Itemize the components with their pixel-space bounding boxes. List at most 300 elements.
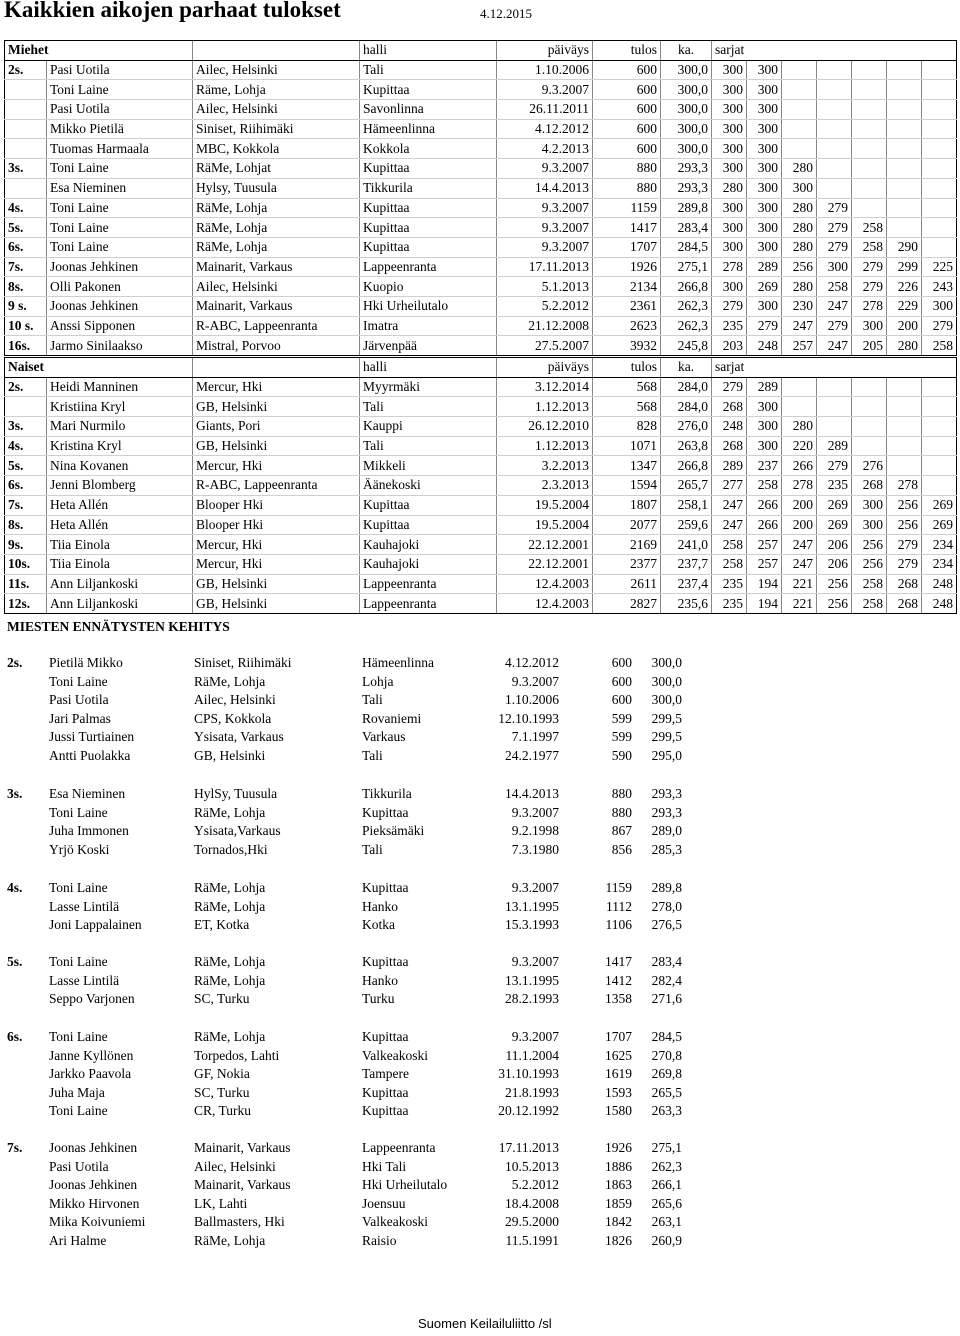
club: ET, Kotka [194, 917, 250, 933]
game-7 [922, 139, 957, 159]
table-row [5, 515, 957, 535]
player-name: Tiia Einola [47, 535, 193, 555]
hall: Rovaniemi [362, 710, 422, 726]
club: Torpedos, Lahti [194, 1047, 280, 1063]
player-name: Joonas Jehkinen [47, 296, 193, 316]
game-6 [887, 178, 922, 198]
total: 1594 [593, 476, 661, 496]
total: 600 [593, 80, 661, 100]
game-7: 300 [922, 296, 957, 316]
rank: 2s. [5, 377, 47, 397]
game-2: 257 [747, 554, 782, 574]
table-row [5, 436, 957, 456]
game-3: 230 [782, 296, 817, 316]
player-name: Jenni Blomberg [47, 476, 193, 496]
club: RäMe, Lohjat [193, 159, 360, 179]
game-5 [852, 377, 887, 397]
average: 265,6 [651, 1195, 682, 1211]
hall: Tali [362, 841, 383, 857]
club: Ailec, Helsinki [193, 100, 360, 120]
average: 289,8 [651, 880, 682, 895]
average: 237,4 [661, 574, 712, 594]
player-name: Antti Puolakka [49, 747, 131, 763]
col-header-games: sarjat [712, 41, 957, 61]
club: GB, Helsinki [193, 436, 360, 456]
rank [5, 100, 47, 120]
date: 5.2.2012 [511, 1177, 559, 1193]
average: 284,0 [661, 397, 712, 417]
game-4 [817, 417, 852, 437]
total: 2623 [593, 316, 661, 336]
game-3: 280 [782, 159, 817, 179]
hall: Kupittaa [360, 218, 497, 238]
game-1: 289 [712, 456, 747, 476]
player-name: Toni Laine [49, 1029, 108, 1044]
player-name: Kristiina Kryl [47, 397, 193, 417]
date: 12.10.1993 [498, 710, 559, 726]
game-2: 289 [747, 377, 782, 397]
hall: Lohja [362, 673, 394, 689]
game-4: 258 [817, 277, 852, 297]
total: 1842 [605, 1214, 632, 1230]
player-name: Tiia Einola [47, 554, 193, 574]
game-1: 278 [712, 257, 747, 277]
club: RäMe, Lohja [194, 972, 266, 988]
game-3 [782, 397, 817, 417]
game-2: 300 [747, 60, 782, 80]
game-6: 279 [887, 554, 922, 574]
player-name: Joonas Jehkinen [49, 1140, 138, 1155]
total: 1159 [593, 198, 661, 218]
game-2: 248 [747, 336, 782, 356]
average: 300,0 [661, 80, 712, 100]
rank: 2s. [5, 60, 47, 80]
club: Hylsy, Tuusula [193, 178, 360, 198]
date: 13.1.1995 [505, 972, 559, 988]
average: 260,9 [651, 1232, 682, 1248]
total: 1106 [605, 917, 632, 933]
table-row [5, 417, 957, 437]
date: 19.5.2004 [497, 515, 593, 535]
game-6: 278 [887, 476, 922, 496]
total: 1625 [605, 1047, 632, 1063]
hall: Tali [360, 60, 497, 80]
average: 266,8 [661, 277, 712, 297]
game-5: 258 [852, 237, 887, 257]
table-row [5, 495, 957, 515]
game-3: 200 [782, 515, 817, 535]
date: 21.12.2008 [497, 316, 593, 336]
game-3: 247 [782, 316, 817, 336]
game-7 [922, 476, 957, 496]
club: Siniset, Riihimäki [194, 655, 292, 670]
total: 599 [611, 710, 632, 726]
table-row [5, 218, 957, 238]
game-2: 194 [747, 574, 782, 594]
game-7: 269 [922, 515, 957, 535]
date: 2.3.2013 [497, 476, 593, 496]
club: Mainarit, Varkaus [194, 1177, 291, 1193]
total: 568 [593, 377, 661, 397]
total: 1863 [605, 1177, 632, 1193]
club: Ysisata, Varkaus [194, 729, 284, 745]
club: R-ABC, Lappeenranta [193, 476, 360, 496]
rank [5, 80, 47, 100]
player-name: Toni Laine [49, 804, 108, 820]
date: 9.3.2007 [497, 159, 593, 179]
col-header-halli: halli [360, 358, 497, 378]
hall: Kuopio [360, 277, 497, 297]
game-3: 266 [782, 456, 817, 476]
hall: Pieksämäki [362, 823, 425, 839]
game-2: 300 [747, 436, 782, 456]
hall: Hki Tali [362, 1158, 407, 1174]
game-2: 258 [747, 476, 782, 496]
club: Ysisata,Varkaus [194, 823, 281, 839]
date: 5.2.2012 [497, 296, 593, 316]
date: 26.11.2011 [497, 100, 593, 120]
rank: 6s. [5, 237, 47, 257]
game-4: 269 [817, 515, 852, 535]
game-6 [887, 198, 922, 218]
rank: 5s. [5, 456, 47, 476]
player-name: Pasi Uotila [47, 60, 193, 80]
game-7 [922, 397, 957, 417]
game-5 [852, 159, 887, 179]
average: 293,3 [651, 786, 682, 801]
rank [5, 119, 47, 139]
total: 880 [611, 786, 632, 801]
hall: Mikkeli [360, 456, 497, 476]
game-3 [782, 80, 817, 100]
total: 600 [611, 692, 632, 708]
hall: Tali [362, 692, 383, 708]
player-name: Yrjö Koski [49, 841, 110, 857]
club: Mainarit, Varkaus [193, 257, 360, 277]
table-row [5, 139, 957, 159]
average: 276,0 [661, 417, 712, 437]
game-3: 221 [782, 574, 817, 594]
table-row [5, 60, 957, 80]
club: Räme, Lohja [193, 80, 360, 100]
hall: Lappeenranta [360, 574, 497, 594]
player-name: Joni Lappalainen [49, 917, 142, 933]
game-1: 258 [712, 535, 747, 555]
game-5: 278 [852, 296, 887, 316]
hall: Kotka [362, 917, 395, 933]
date: 1.10.2006 [505, 692, 559, 708]
game-2: 289 [747, 257, 782, 277]
club: Siniset, Riihimäki [193, 119, 360, 139]
average: 262,3 [661, 296, 712, 316]
total: 1593 [605, 1084, 632, 1100]
club: Mercur, Hki [193, 535, 360, 555]
section-heading: Miehet [5, 41, 193, 61]
game-1: 300 [712, 100, 747, 120]
game-5 [852, 60, 887, 80]
game-3 [782, 60, 817, 80]
game-1: 300 [712, 60, 747, 80]
game-4 [817, 100, 852, 120]
total: 1412 [605, 972, 632, 988]
date: 7.3.1980 [511, 841, 559, 857]
page-date: 4.12.2015 [480, 6, 532, 21]
total: 1358 [605, 991, 632, 1007]
club: GB, Helsinki [193, 594, 360, 614]
club: RäMe, Lohja [194, 673, 266, 689]
club: Mistral, Porvoo [193, 336, 360, 356]
club: Ailec, Helsinki [193, 60, 360, 80]
club: Ailec, Helsinki [193, 277, 360, 297]
game-1: 279 [712, 377, 747, 397]
player-name: Anssi Sipponen [47, 316, 193, 336]
development-title: MIESTEN ENNÄTYSTEN KEHITYS [7, 619, 230, 634]
col-header-club [193, 358, 360, 378]
game-6 [887, 436, 922, 456]
game-4 [817, 80, 852, 100]
game-7: 234 [922, 535, 957, 555]
player-name: Lasse Lintilä [49, 972, 120, 988]
game-7 [922, 377, 957, 397]
date: 20.12.1992 [498, 1103, 559, 1119]
game-7: 258 [922, 336, 957, 356]
game-3: 280 [782, 277, 817, 297]
game-5: 205 [852, 336, 887, 356]
game-1: 300 [712, 198, 747, 218]
col-header-average: ka. [661, 41, 712, 61]
player-name: Seppo Varjonen [49, 991, 135, 1007]
club: Giants, Pori [193, 417, 360, 437]
hall: Kupittaa [362, 1084, 409, 1100]
player-name: Joonas Jehkinen [49, 1177, 138, 1193]
player-name: Toni Laine [47, 80, 193, 100]
date: 1.12.2013 [497, 397, 593, 417]
average: 300,0 [661, 139, 712, 159]
game-4 [817, 377, 852, 397]
women-results-table [4, 357, 957, 614]
club: RäMe, Lohja [194, 954, 266, 969]
player-name: Mari Nurmilo [47, 417, 193, 437]
col-header-club [193, 41, 360, 61]
player-name: Esa Nieminen [49, 786, 126, 801]
page-title: Kaikkien aikojen parhaat tulokset [4, 0, 341, 22]
average: 300,0 [661, 119, 712, 139]
game-2: 269 [747, 277, 782, 297]
hall: Lappeenranta [362, 1140, 436, 1155]
game-5 [852, 100, 887, 120]
game-4: 289 [817, 436, 852, 456]
game-7 [922, 237, 957, 257]
game-1: 300 [712, 159, 747, 179]
game-2: 300 [747, 218, 782, 238]
total: 1159 [605, 880, 632, 895]
rank: 5s. [7, 954, 23, 969]
game-4: 256 [817, 594, 852, 614]
date: 21.8.1993 [505, 1084, 559, 1100]
col-header-score: tulos [593, 358, 661, 378]
rank: 2s. [7, 655, 23, 670]
club: Mercur, Hki [193, 554, 360, 574]
club: Mainarit, Varkaus [194, 1140, 291, 1155]
rank: 9s. [5, 535, 47, 555]
date: 9.3.2007 [497, 198, 593, 218]
club: CPS, Kokkola [194, 710, 272, 726]
game-3: 221 [782, 594, 817, 614]
game-3 [782, 100, 817, 120]
game-1: 268 [712, 397, 747, 417]
average: 299,5 [651, 729, 682, 745]
total: 867 [611, 823, 632, 839]
club: Ailec, Helsinki [194, 692, 276, 708]
date: 5.1.2013 [497, 277, 593, 297]
hall: Kupittaa [360, 495, 497, 515]
player-name: Tuomas Harmaala [47, 139, 193, 159]
total: 1619 [605, 1066, 632, 1082]
game-4: 206 [817, 554, 852, 574]
game-2: 300 [747, 80, 782, 100]
game-6: 200 [887, 316, 922, 336]
club: MBC, Kokkola [193, 139, 360, 159]
date: 9.3.2007 [511, 954, 559, 969]
player-name: Toni Laine [47, 237, 193, 257]
hall: Valkeakoski [362, 1214, 428, 1230]
game-2: 266 [747, 515, 782, 535]
game-4: 279 [817, 218, 852, 238]
date: 18.4.2008 [505, 1195, 559, 1211]
game-6 [887, 377, 922, 397]
rank: 10 s. [5, 316, 47, 336]
game-6 [887, 80, 922, 100]
total: 1417 [593, 218, 661, 238]
rank: 8s. [5, 277, 47, 297]
player-name: Pasi Uotila [47, 100, 193, 120]
table-row [5, 377, 957, 397]
club: Ailec, Helsinki [194, 1158, 276, 1174]
total: 1707 [593, 237, 661, 257]
game-6: 256 [887, 515, 922, 535]
game-6 [887, 397, 922, 417]
game-6: 290 [887, 237, 922, 257]
rank [5, 139, 47, 159]
average: 271,6 [651, 991, 682, 1007]
total: 880 [611, 804, 632, 820]
game-6: 268 [887, 574, 922, 594]
hall: Valkeakoski [362, 1047, 428, 1063]
date: 11.5.1991 [505, 1232, 559, 1248]
average: 275,1 [651, 1140, 682, 1155]
table-row [5, 257, 957, 277]
table-row [5, 178, 957, 198]
game-4: 247 [817, 296, 852, 316]
club: RäMe, Lohja [194, 880, 266, 895]
game-1: 247 [712, 495, 747, 515]
total: 1807 [593, 495, 661, 515]
game-1: 300 [712, 218, 747, 238]
game-5: 279 [852, 257, 887, 277]
player-name: Jussi Turtiainen [49, 729, 135, 745]
club: RäMe, Lohja [193, 198, 360, 218]
average: 285,3 [651, 841, 682, 857]
col-header-date: päiväys [497, 358, 593, 378]
player-name: Pasi Uotila [49, 692, 109, 708]
game-6 [887, 100, 922, 120]
table-row [5, 316, 957, 336]
game-5 [852, 139, 887, 159]
total: 880 [593, 178, 661, 198]
table-row [5, 535, 957, 555]
game-1: 279 [712, 296, 747, 316]
hall: Äänekoski [360, 476, 497, 496]
player-name: Lasse Lintilä [49, 898, 120, 914]
hall: Varkaus [362, 729, 406, 745]
game-4: 256 [817, 574, 852, 594]
total: 3932 [593, 336, 661, 356]
total: 1347 [593, 456, 661, 476]
hall: Tali [362, 747, 383, 763]
table-row [5, 456, 957, 476]
game-2: 300 [747, 417, 782, 437]
game-3: 300 [782, 178, 817, 198]
game-3 [782, 377, 817, 397]
date: 13.1.1995 [505, 898, 559, 914]
game-6: 229 [887, 296, 922, 316]
club: SC, Turku [194, 991, 250, 1007]
date: 28.2.1993 [505, 991, 559, 1007]
date: 9.3.2007 [511, 1029, 559, 1044]
table-row [5, 336, 957, 356]
date: 3.2.2013 [497, 456, 593, 476]
player-name: Heta Allén [47, 495, 193, 515]
game-2: 300 [747, 397, 782, 417]
average: 266,8 [661, 456, 712, 476]
total: 600 [593, 139, 661, 159]
average: 262,3 [661, 316, 712, 336]
game-1: 247 [712, 515, 747, 535]
game-7 [922, 456, 957, 476]
rank [5, 178, 47, 198]
game-5: 256 [852, 554, 887, 574]
rank: 9 s. [5, 296, 47, 316]
average: 269,8 [651, 1066, 682, 1082]
game-1: 258 [712, 554, 747, 574]
section-heading: Naiset [5, 358, 193, 378]
player-name: Ari Halme [49, 1232, 107, 1248]
player-name: Toni Laine [49, 880, 108, 895]
date: 11.1.2004 [505, 1047, 559, 1063]
game-7: 269 [922, 495, 957, 515]
average: 284,0 [661, 377, 712, 397]
rank: 11s. [5, 574, 47, 594]
table-row [5, 119, 957, 139]
average: 276,5 [651, 917, 682, 933]
date: 1.10.2006 [497, 60, 593, 80]
game-4 [817, 139, 852, 159]
average: 258,1 [661, 495, 712, 515]
club: RäMe, Lohja [193, 218, 360, 238]
table-row [5, 277, 957, 297]
game-1: 300 [712, 80, 747, 100]
club: RäMe, Lohja [194, 1232, 266, 1248]
hall: Kupittaa [362, 1029, 409, 1044]
hall: Raisio [362, 1232, 397, 1248]
average: 235,6 [661, 594, 712, 614]
game-1: 300 [712, 277, 747, 297]
date: 9.3.2007 [497, 237, 593, 257]
game-3: 200 [782, 495, 817, 515]
club: GB, Helsinki [193, 397, 360, 417]
game-5: 279 [852, 277, 887, 297]
rank: 7s. [5, 495, 47, 515]
